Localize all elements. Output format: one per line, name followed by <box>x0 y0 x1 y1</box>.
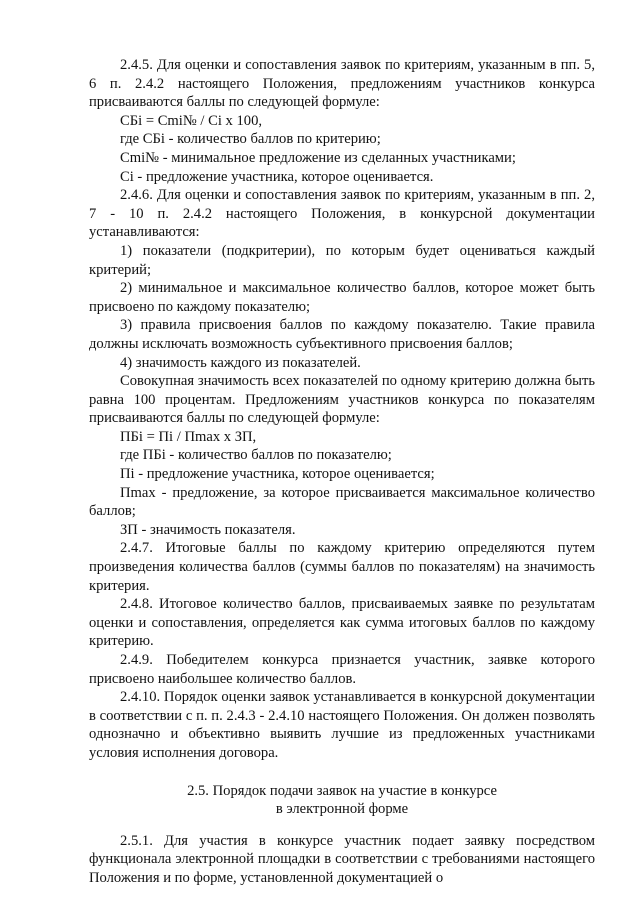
paragraph: Совокупная значимость всех показателей по одному критерию должна быть равна 100 процентам. Предложениям участников конкурса по показателям присваиваются баллы по следующей формуле: <box>89 373 595 427</box>
formula-explanation: ЗП - значимость показателя. <box>120 521 296 538</box>
formula-explanation: Пmax - предложение, за которое присваивается максимальное количество баллов; <box>89 484 595 520</box>
formula-line: СБi = Cmi№ / Ci х 100, <box>120 112 263 129</box>
formula-line: ПБi = Пi / Пmax х ЗП, <box>120 428 257 445</box>
spacer <box>89 763 595 782</box>
paragraph: 2.5.1. Для участия в конкурсе участник подает заявку посредством функционала электронной площадки в соответствии с требованиями настоящего Положения и по форме, установленной документацией о <box>89 832 595 886</box>
paragraph: 2.4.10. Порядок оценки заявок устанавливается в конкурсной документации в соответствии с п. п. 2.4.3 - 2.4.10 настоящего Положения. Он должен позволять однозначно и объективно выявить лучшие из предложенных участниками условия исполнения договора. <box>89 689 595 761</box>
paragraph: 2.4.8. Итоговое количество баллов, присваиваемых заявке по результатам оценки и сопоставления, определяется как сумма итоговых баллов по каждому критерию. <box>89 596 595 650</box>
formula-explanation: где СБi - количество баллов по критерию; <box>120 131 381 148</box>
list-item: 1) показатели (подкритерии), по которым будет оцениваться каждый критерий; <box>89 242 595 278</box>
list-item: 3) правила присвоения баллов по каждому показателю. Такие правила должны исключать возможность субъективного присвоения баллов; <box>89 317 595 352</box>
document-page <box>89 56 595 888</box>
paragraph: 2.4.5. Для оценки и сопоставления заявок по критериям, указанным в пп. 5, 6 п. 2.4.2 настоящего Положения, предложениям участников конкурса присваиваются баллы по следующей формуле: <box>89 57 595 111</box>
list-item: 4) значимость каждого из показателей. <box>120 354 361 371</box>
formula-explanation: где ПБi - количество баллов по показателю; <box>120 447 392 464</box>
spacer <box>89 819 595 832</box>
formula-explanation: Пi - предложение участника, которое оценивается; <box>120 466 435 483</box>
paragraph: 2.4.9. Победителем конкурса признается участник, заявке которого присвоено наибольшее количество баллов. <box>89 652 595 687</box>
section-heading-continued: в электронной форме <box>275 801 409 818</box>
formula-explanation: Ci - предложение участника, которое оценивается. <box>120 168 434 185</box>
list-item: 2) минимальное и максимальное количество баллов, которое может быть присвоено по каждому показателю; <box>89 280 595 315</box>
paragraph: 2.4.7. Итоговые баллы по каждому критерию определяются путем произведения количества баллов (суммы баллов по показателям) на значимость критерия. <box>89 540 595 594</box>
paragraph: 2.4.6. Для оценки и сопоставления заявок по критериям, указанным в пп. 2, 7 - 10 п. 2.4.2 настоящего Положения, в конкурсной документации устанавливаются: <box>89 187 595 241</box>
section-heading: 2.5. Порядок подачи заявок на участие в конкурсе <box>187 782 497 799</box>
formula-explanation: Cmi№ - минимальное предложение из сделанных участниками; <box>120 149 516 166</box>
